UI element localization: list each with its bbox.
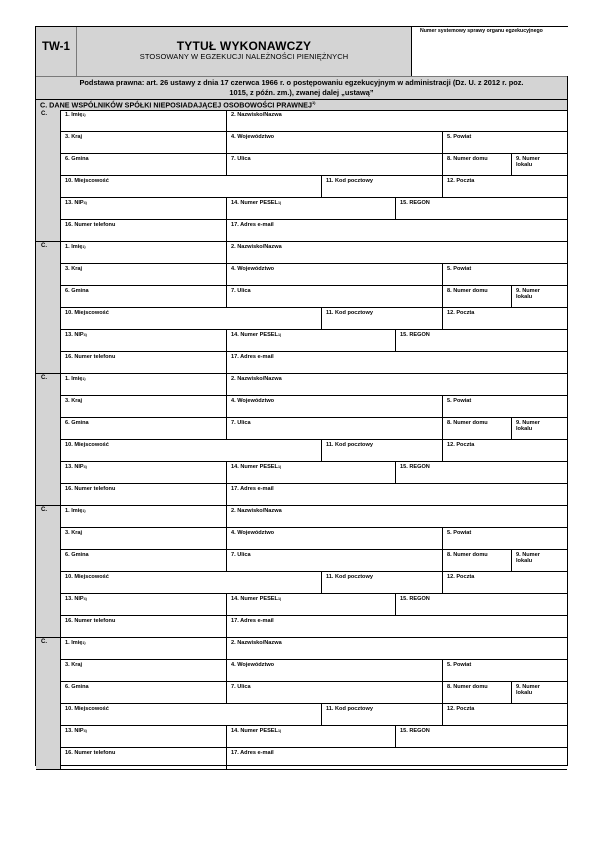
- form-code: TW-1: [42, 41, 70, 53]
- house-number-label: 8. Numer domu: [447, 552, 488, 558]
- house-number-label: 8. Numer domu: [447, 684, 488, 690]
- county-label: 5. Powiat: [447, 266, 472, 272]
- post-office-label: 12. Poczta: [447, 574, 475, 580]
- country-label: 3. Kraj: [65, 266, 83, 272]
- section-footnote: 1): [311, 100, 316, 105]
- row-city: [61, 572, 567, 594]
- row-ids: [61, 462, 567, 484]
- county-field[interactable]: [442, 528, 567, 550]
- pesel-field[interactable]: [226, 462, 395, 484]
- row-contact: [61, 352, 567, 374]
- nip-field[interactable]: [61, 462, 226, 484]
- voivodeship-label: 4. Województwo: [231, 530, 275, 536]
- pesel-label: [231, 728, 281, 734]
- phone-field[interactable]: [61, 352, 226, 374]
- municipality-field[interactable]: [61, 682, 226, 704]
- row-street: [61, 418, 567, 440]
- postal-code-label: 11. Kod pocztowy: [326, 310, 373, 316]
- nip-field[interactable]: [61, 330, 226, 352]
- block-label-cell: [36, 638, 61, 770]
- country-field[interactable]: [61, 660, 226, 682]
- postal-code-field[interactable]: [321, 176, 442, 198]
- city-field[interactable]: [61, 572, 321, 594]
- row-region: [61, 396, 567, 418]
- country-label: 3. Kraj: [65, 662, 83, 668]
- row-region: [61, 264, 567, 286]
- voivodeship-field[interactable]: [226, 660, 442, 682]
- nip-footnote: 4): [83, 597, 87, 601]
- municipality-label: 6. Gmina: [65, 684, 89, 690]
- first-name-text: 1. Imię: [65, 376, 83, 382]
- voivodeship-label: 4. Województwo: [231, 662, 275, 668]
- last-name-label: 2. Nazwisko/Nazwa: [231, 244, 282, 250]
- post-office-field[interactable]: [442, 308, 567, 330]
- apartment-number-label: 9. Numer lokalu: [516, 684, 540, 697]
- nip-text: 13. NIP: [65, 332, 84, 338]
- first-name-field[interactable]: [61, 110, 226, 132]
- last-name-label: 2. Nazwisko/Nazwa: [231, 376, 282, 382]
- nip-label: [65, 332, 87, 338]
- county-field[interactable]: [442, 660, 567, 682]
- house-number-field[interactable]: [442, 154, 511, 176]
- block-label-cell: [36, 374, 61, 506]
- phone-label: 16. Numer telefonu: [65, 486, 116, 492]
- voivodeship-field[interactable]: [226, 132, 442, 154]
- email-label: 17. Adres e-mail: [231, 354, 274, 360]
- first-name-footnote: 1): [82, 245, 86, 249]
- house-number-field[interactable]: [442, 418, 511, 440]
- row-region: [61, 660, 567, 682]
- postal-code-field[interactable]: [321, 440, 442, 462]
- county-field[interactable]: [442, 132, 567, 154]
- apartment-number-label: 9. Numer lokalu: [516, 552, 540, 565]
- row-ids: [61, 594, 567, 616]
- pesel-field[interactable]: [226, 726, 395, 748]
- municipality-label: 6. Gmina: [65, 420, 89, 426]
- city-label: 10. Miejscowość: [65, 706, 109, 712]
- nip-label: [65, 728, 87, 734]
- row-name: [61, 638, 567, 660]
- post-office-label: 12. Poczta: [447, 310, 475, 316]
- pesel-text: 14. Numer PESEL: [231, 332, 278, 338]
- street-label: 7. Ulica: [231, 552, 251, 558]
- last-name-field[interactable]: [226, 110, 567, 132]
- apartment-number-label: 9. Numer lokalu: [516, 156, 540, 169]
- country-label: 3. Kraj: [65, 530, 83, 536]
- nip-label: [65, 464, 87, 470]
- row-street: [61, 682, 567, 704]
- legal-basis-text: [36, 78, 567, 97]
- municipality-field[interactable]: [61, 154, 226, 176]
- nip-text: 13. NIP: [65, 200, 84, 206]
- pesel-field[interactable]: [226, 330, 395, 352]
- section-title-label: C. DANE WSPÓLNIKÓW SPÓŁKI NIEPOSIADAJĄCEJ OSOBOWOŚCI PRAWNEJ: [40, 100, 312, 110]
- last-name-label: 2. Nazwisko/Nazwa: [231, 508, 282, 514]
- pesel-text: 14. Numer PESEL: [231, 596, 278, 602]
- row-ids: [61, 726, 567, 748]
- postal-code-field[interactable]: [321, 704, 442, 726]
- row-name: [61, 374, 567, 396]
- post-office-label: 12. Poczta: [447, 706, 475, 712]
- postal-code-label: 11. Kod pocztowy: [326, 178, 373, 184]
- row-name: [61, 242, 567, 264]
- partner-block: [36, 242, 567, 374]
- row-contact: [61, 220, 567, 242]
- first-name-field[interactable]: [61, 638, 226, 660]
- house-number-field[interactable]: [442, 550, 511, 572]
- city-label: 10. Miejscowość: [65, 178, 109, 184]
- apartment-number-field[interactable]: [511, 550, 567, 572]
- voivodeship-label: 4. Województwo: [231, 266, 275, 272]
- county-label: 5. Powiat: [447, 398, 472, 404]
- city-field[interactable]: [61, 440, 321, 462]
- house-number-label: 8. Numer domu: [447, 288, 488, 294]
- municipality-label: 6. Gmina: [65, 156, 89, 162]
- first-name-text: 1. Imię: [65, 508, 83, 514]
- first-name-footnote: 1): [82, 377, 86, 381]
- house-number-label: 8. Numer domu: [447, 420, 488, 426]
- regon-label: 15. REGON: [400, 464, 430, 470]
- email-field[interactable]: [226, 748, 567, 770]
- row-city: [61, 704, 567, 726]
- city-field[interactable]: [61, 308, 321, 330]
- regon-label: 15. REGON: [400, 728, 430, 734]
- municipality-label: 6. Gmina: [65, 288, 89, 294]
- last-name-field[interactable]: [226, 374, 567, 396]
- pesel-label: [231, 464, 281, 470]
- phone-label: 16. Numer telefonu: [65, 222, 116, 228]
- house-number-field[interactable]: [442, 682, 511, 704]
- first-name-footnote: 1): [82, 113, 86, 117]
- first-name-field[interactable]: [61, 374, 226, 396]
- first-name-text: 1. Imię: [65, 112, 83, 118]
- block-label: C.: [41, 375, 47, 381]
- country-label: 3. Kraj: [65, 398, 83, 404]
- street-label: 7. Ulica: [231, 288, 251, 294]
- municipality-field[interactable]: [61, 550, 226, 572]
- nip-label: [65, 200, 87, 206]
- first-name-label: [65, 112, 86, 118]
- regon-label: 15. REGON: [400, 200, 430, 206]
- row-contact: [61, 616, 567, 638]
- row-region: [61, 132, 567, 154]
- first-name-text: 1. Imię: [65, 640, 83, 646]
- row-region: [61, 528, 567, 550]
- form-tw1: [35, 26, 568, 766]
- city-label: 10. Miejscowość: [65, 442, 109, 448]
- county-label: 5. Powiat: [447, 530, 472, 536]
- row-street: [61, 550, 567, 572]
- form-title: TYTUŁ WYKONAWCZY: [176, 39, 312, 53]
- row-ids: [61, 198, 567, 220]
- county-field[interactable]: [442, 264, 567, 286]
- pesel-footnote: 1): [277, 729, 282, 733]
- pesel-field[interactable]: [226, 198, 395, 220]
- block-label: C.: [41, 507, 47, 513]
- last-name-label: 2. Nazwisko/Nazwa: [231, 112, 282, 118]
- first-name-field[interactable]: [61, 506, 226, 528]
- phone-label: 16. Numer telefonu: [65, 750, 116, 756]
- post-office-field[interactable]: [442, 572, 567, 594]
- voivodeship-label: 4. Województwo: [231, 134, 275, 140]
- email-label: 17. Adres e-mail: [231, 222, 274, 228]
- regon-field[interactable]: [395, 594, 567, 616]
- municipality-field[interactable]: [61, 286, 226, 308]
- email-label: 17. Adres e-mail: [231, 750, 274, 756]
- pesel-label: [231, 596, 281, 602]
- row-ids: [61, 330, 567, 352]
- block-label-cell: [36, 110, 61, 242]
- nip-label: [65, 596, 87, 602]
- house-number-label: 8. Numer domu: [447, 156, 488, 162]
- email-label: 17. Adres e-mail: [231, 486, 274, 492]
- pesel-footnote: 1): [277, 333, 282, 337]
- nip-text: 13. NIP: [65, 596, 84, 602]
- house-number-field[interactable]: [442, 286, 511, 308]
- county-label: 5. Powiat: [447, 134, 472, 140]
- apartment-number-label: 9. Numer lokalu: [516, 420, 540, 433]
- postal-code-field[interactable]: [321, 572, 442, 594]
- apartment-number-field[interactable]: [511, 418, 567, 440]
- regon-label: 15. REGON: [400, 332, 430, 338]
- street-field[interactable]: [226, 682, 442, 704]
- system-number-label: Numer systemowy sprawy organu egzekucyjnego: [420, 28, 543, 34]
- email-field[interactable]: [226, 616, 567, 638]
- nip-footnote: 4): [83, 201, 87, 205]
- apartment-number-field[interactable]: [511, 682, 567, 704]
- city-label: 10. Miejscowość: [65, 310, 109, 316]
- pesel-label: [231, 200, 281, 206]
- pesel-footnote: 1): [277, 201, 282, 205]
- phone-label: 16. Numer telefonu: [65, 618, 116, 624]
- row-city: [61, 176, 567, 198]
- block-label: C.: [41, 639, 47, 645]
- post-office-field[interactable]: [442, 704, 567, 726]
- pesel-footnote: 1): [277, 597, 282, 601]
- pesel-label: [231, 332, 281, 338]
- first-name-label: [65, 508, 86, 514]
- block-label-cell: [36, 242, 61, 374]
- partner-block: [36, 506, 567, 638]
- nip-field[interactable]: [61, 198, 226, 220]
- block-label-cell: [36, 506, 61, 638]
- street-field[interactable]: [226, 418, 442, 440]
- title-box: [77, 27, 411, 76]
- pesel-text: 14. Numer PESEL: [231, 464, 278, 470]
- email-field[interactable]: [226, 352, 567, 374]
- row-contact: [61, 484, 567, 506]
- phone-field[interactable]: [61, 616, 226, 638]
- city-field[interactable]: [61, 176, 321, 198]
- voivodeship-label: 4. Województwo: [231, 398, 275, 404]
- phone-field[interactable]: [61, 748, 226, 770]
- street-field[interactable]: [226, 286, 442, 308]
- first-name-label: [65, 640, 86, 646]
- postal-code-label: 11. Kod pocztowy: [326, 706, 373, 712]
- nip-footnote: 4): [83, 333, 87, 337]
- first-name-label: [65, 244, 86, 250]
- pesel-text: 14. Numer PESEL: [231, 200, 278, 206]
- post-office-label: 12. Poczta: [447, 442, 475, 448]
- street-label: 7. Ulica: [231, 684, 251, 690]
- email-field[interactable]: [226, 220, 567, 242]
- first-name-field[interactable]: [61, 242, 226, 264]
- post-office-field[interactable]: [442, 176, 567, 198]
- row-contact: [61, 748, 567, 770]
- street-label: 7. Ulica: [231, 156, 251, 162]
- municipality-field[interactable]: [61, 418, 226, 440]
- last-name-field[interactable]: [226, 638, 567, 660]
- country-field[interactable]: [61, 396, 226, 418]
- county-label: 5. Powiat: [447, 662, 472, 668]
- legal-basis-line2: 1015, z późn. zm.), zwanej dalej „ustawą”: [229, 87, 374, 97]
- row-city: [61, 308, 567, 330]
- row-city: [61, 440, 567, 462]
- street-field[interactable]: [226, 550, 442, 572]
- nip-field[interactable]: [61, 726, 226, 748]
- partner-block: [36, 638, 567, 770]
- row-name: [61, 110, 567, 132]
- row-street: [61, 154, 567, 176]
- county-field[interactable]: [442, 396, 567, 418]
- pesel-footnote: 1): [277, 465, 282, 469]
- phone-field[interactable]: [61, 484, 226, 506]
- section-title-text: [40, 100, 316, 109]
- first-name-text: 1. Imię: [65, 244, 83, 250]
- street-field[interactable]: [226, 154, 442, 176]
- form-subtitle: STOSOWANY W EGZEKUCJI NALEŻNOŚCI PIENIĘŻNYCH: [139, 52, 349, 61]
- regon-field[interactable]: [395, 462, 567, 484]
- email-label: 17. Adres e-mail: [231, 618, 274, 624]
- country-label: 3. Kraj: [65, 134, 83, 140]
- first-name-footnote: 1): [82, 641, 86, 645]
- block-label: C.: [41, 111, 47, 117]
- nip-text: 13. NIP: [65, 728, 84, 734]
- system-number-field[interactable]: [411, 27, 568, 76]
- country-field[interactable]: [61, 132, 226, 154]
- post-office-label: 12. Poczta: [447, 178, 475, 184]
- pesel-text: 14. Numer PESEL: [231, 728, 278, 734]
- nip-footnote: 4): [83, 729, 87, 733]
- last-name-label: 2. Nazwisko/Nazwa: [231, 640, 282, 646]
- row-street: [61, 286, 567, 308]
- last-name-field[interactable]: [226, 506, 567, 528]
- regon-field[interactable]: [395, 330, 567, 352]
- phone-field[interactable]: [61, 220, 226, 242]
- post-office-field[interactable]: [442, 440, 567, 462]
- first-name-footnote: 1): [82, 509, 86, 513]
- block-label: C.: [41, 243, 47, 249]
- form-code-box: [36, 27, 77, 76]
- apartment-number-field[interactable]: [511, 154, 567, 176]
- first-name-label: [65, 376, 86, 382]
- regon-field[interactable]: [395, 198, 567, 220]
- city-label: 10. Miejscowość: [65, 574, 109, 580]
- regon-field[interactable]: [395, 726, 567, 748]
- phone-label: 16. Numer telefonu: [65, 354, 116, 360]
- legal-basis: [36, 76, 567, 99]
- apartment-number-field[interactable]: [511, 286, 567, 308]
- city-field[interactable]: [61, 704, 321, 726]
- nip-footnote: 4): [83, 465, 87, 469]
- postal-code-label: 11. Kod pocztowy: [326, 442, 373, 448]
- nip-field[interactable]: [61, 594, 226, 616]
- voivodeship-field[interactable]: [226, 528, 442, 550]
- voivodeship-field[interactable]: [226, 396, 442, 418]
- municipality-label: 6. Gmina: [65, 552, 89, 558]
- last-name-field[interactable]: [226, 242, 567, 264]
- voivodeship-field[interactable]: [226, 264, 442, 286]
- country-field[interactable]: [61, 264, 226, 286]
- street-label: 7. Ulica: [231, 420, 251, 426]
- pesel-field[interactable]: [226, 594, 395, 616]
- postal-code-label: 11. Kod pocztowy: [326, 574, 373, 580]
- nip-text: 13. NIP: [65, 464, 84, 470]
- country-field[interactable]: [61, 528, 226, 550]
- postal-code-field[interactable]: [321, 308, 442, 330]
- row-name: [61, 506, 567, 528]
- partner-block: [36, 374, 567, 506]
- apartment-number-label: 9. Numer lokalu: [516, 288, 540, 301]
- legal-basis-line1: Podstawa prawna: art. 26 ustawy z dnia 17 czerwca 1966 r. o postępowaniu egzekucyjnym w administracji (Dz. U. z 2012 r. poz.: [79, 78, 524, 87]
- partner-block: [36, 110, 567, 242]
- email-field[interactable]: [226, 484, 567, 506]
- regon-label: 15. REGON: [400, 596, 430, 602]
